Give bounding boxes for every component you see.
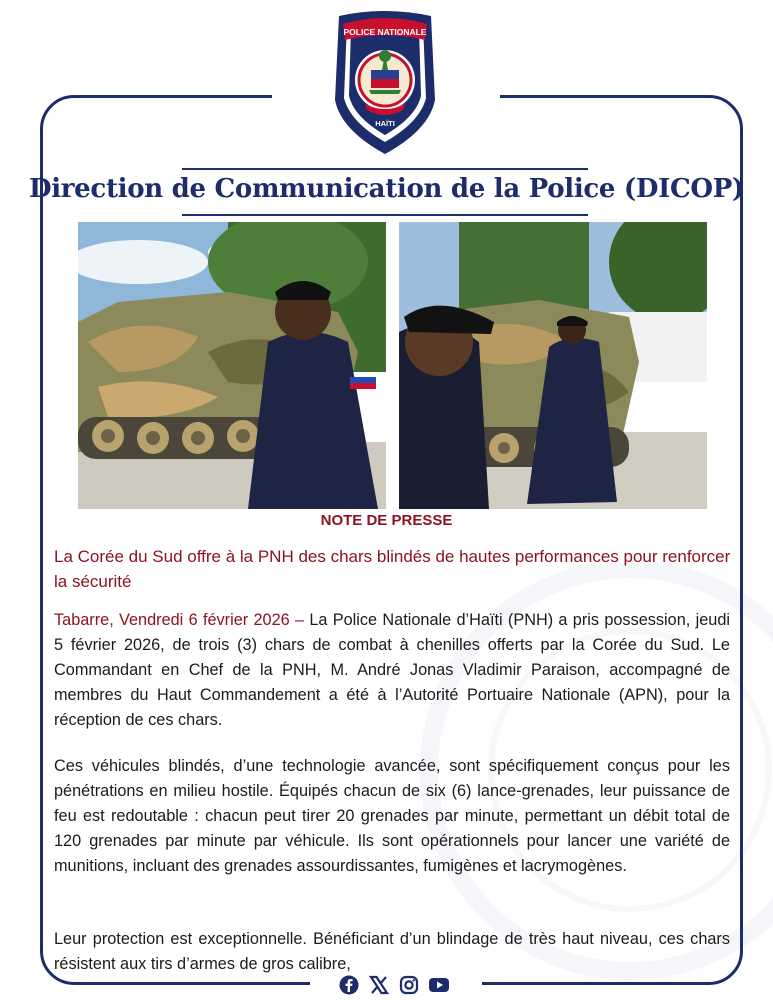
paragraph-1 bbox=[54, 608, 730, 733]
paragraph-3: Leur protection est exceptionnelle. Bénéficiant d’un blindage de très haut niveau, ces chars résistent aux tirs d’armes de gros calibre, bbox=[54, 930, 730, 973]
paragraph-2: Ces véhicules blindés, d’une technologie avancée, sont spécifiquement conçus pour les pénétrations en milieu hostile. Équipés chacun de six (6) lance-grenades, leur puissance de feu est redoutable : chacun peut tirer 20 grenades par minute, permettant un débit total de 120 grenades par minute par véhicule. Ils sont opérationnels pour lancer une variété de munitions, incluant des grenades assourdissantes, fumigènes et lacrymogènes. bbox=[54, 757, 730, 875]
dateline: Tabarre, Vendredi 6 février 2026 – bbox=[54, 611, 305, 629]
page-title: Direction de Communication de la Police (DICOP) bbox=[28, 174, 745, 204]
facebook-icon[interactable] bbox=[338, 974, 360, 996]
paragraph-1-text: La Police Nationale d’Haïti (PNH) a pris possession, jeudi 5 février 2026, de trois (3) chars de combat à chenilles offerts par la Corée du Sud. Le Commandant en Chef de la PNH, M. André Jonas Vladimir Paraison, accompagné de membres du Haut Commandement a été à l’Autorité Portuaire Nationale (APN), pour la réception de ces chars. bbox=[54, 611, 730, 729]
armored-vehicle-photo-1 bbox=[78, 222, 386, 509]
badge-bottom-text: HAÏTI bbox=[375, 119, 395, 128]
police-badge-logo bbox=[329, 8, 441, 158]
armored-vehicle-photo-2 bbox=[399, 222, 707, 509]
instagram-icon[interactable] bbox=[398, 974, 420, 996]
social-links bbox=[338, 974, 450, 996]
press-note-label: NOTE DE PRESSE bbox=[320, 512, 453, 529]
badge-top-text: POLICE NATIONALE bbox=[343, 27, 427, 37]
title-rule-top bbox=[182, 168, 588, 170]
press-headline: La Corée du Sud offre à la PNH des chars blindés de hautes performances pour renforcer la sécurité bbox=[54, 547, 731, 591]
youtube-icon[interactable] bbox=[428, 974, 450, 996]
title-rule-bottom bbox=[182, 214, 588, 216]
x-icon[interactable] bbox=[368, 974, 390, 996]
